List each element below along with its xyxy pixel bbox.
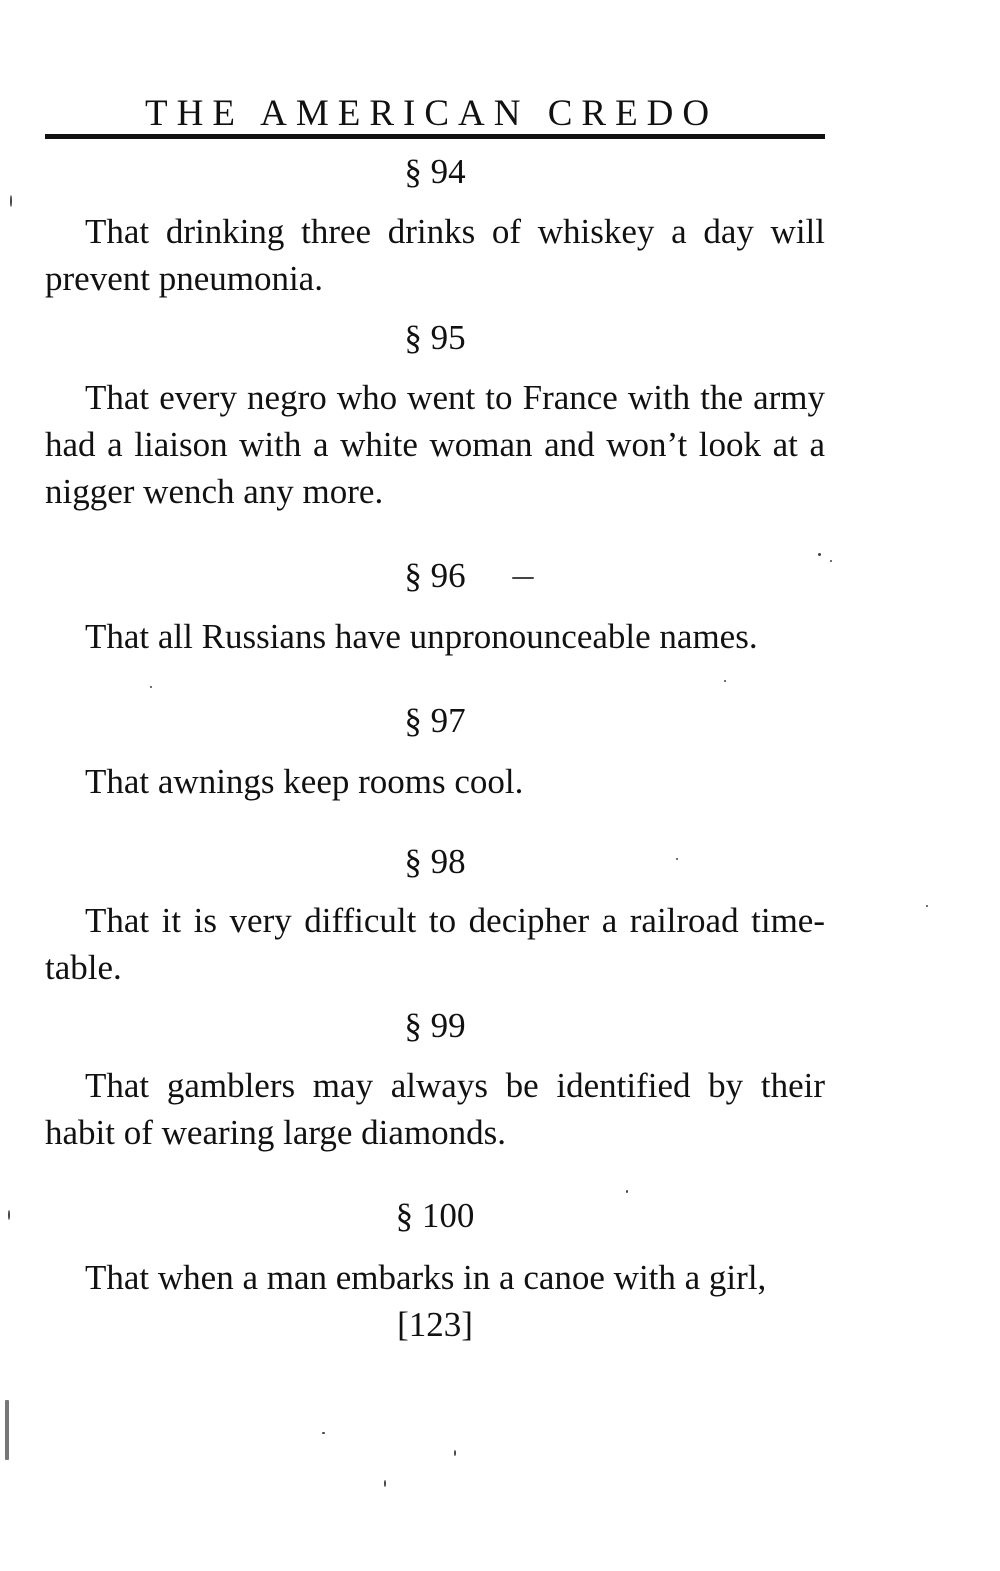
entry-text-100: That when a man embarks in a canoe with a girl, — [85, 1258, 767, 1297]
scan-speck — [676, 858, 678, 860]
entry-text-96: That all Russians have unpronounceable names. — [85, 617, 758, 656]
entry-text-94: That drinking three drinks of whiskey a day will prevent pneumonia. — [45, 212, 825, 298]
section-number-100: § 100 — [395, 1196, 475, 1235]
entry-text-98: That it is very difficult to decipher a railroad time-table. — [45, 901, 825, 987]
scan-speck — [512, 577, 534, 579]
scan-speck — [626, 1190, 628, 1193]
scan-speck — [8, 1210, 10, 1220]
page-number: [123] — [397, 1305, 473, 1344]
entry-text-99: That gamblers may always be identified by their habit of wearing large diamonds. — [45, 1066, 825, 1152]
scan-speck — [454, 1450, 456, 1456]
section-number-99: § 99 — [404, 1006, 466, 1045]
scan-speck — [724, 680, 726, 682]
scan-speck — [830, 560, 832, 562]
scan-speck — [5, 1400, 9, 1460]
section-number-94: § 94 — [404, 152, 466, 191]
scan-speck — [322, 1432, 325, 1434]
section-number-96: § 96 — [404, 556, 466, 595]
scan-speck — [926, 905, 928, 907]
header-rule — [45, 134, 825, 139]
section-number-97: § 97 — [404, 701, 466, 740]
entry-text-95: That every negro who went to France with the army had a liaison with a white woman and won’t look at a nigger wench any more. — [45, 378, 825, 511]
scan-speck — [150, 686, 152, 688]
scan-speck — [384, 1480, 386, 1487]
entry-text-97: That awnings keep rooms cool. — [85, 762, 524, 801]
running-head: THE AMERICAN CREDO — [145, 93, 719, 134]
scan-speck — [818, 553, 821, 556]
scan-speck — [10, 195, 12, 207]
section-number-98: § 98 — [404, 842, 466, 881]
section-number-95: § 95 — [404, 318, 466, 357]
